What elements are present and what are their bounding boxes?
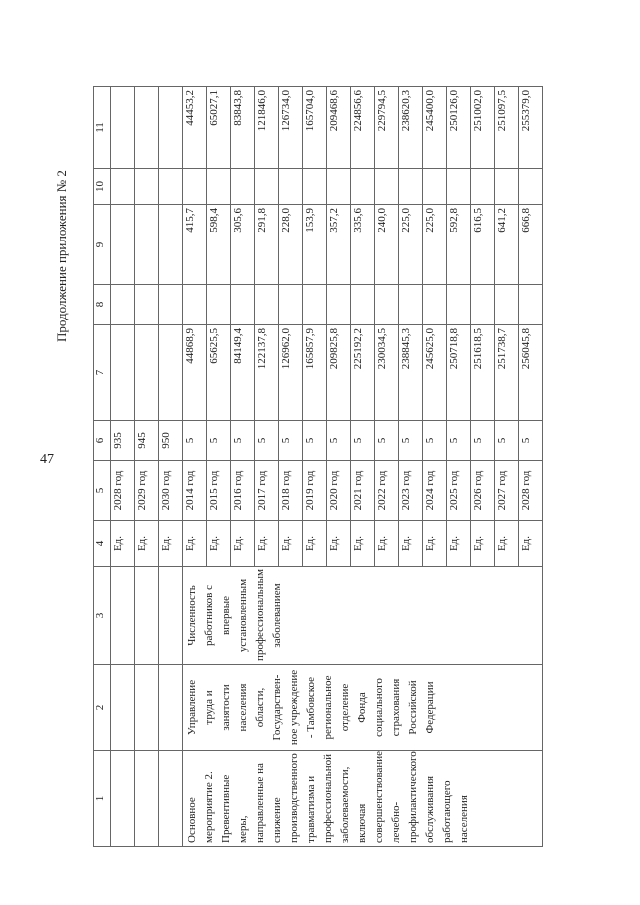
col-3: 3	[94, 567, 111, 665]
empty-cell	[279, 169, 303, 205]
unit-cell: Ед.	[327, 521, 351, 567]
value-cell: 238845,3	[399, 325, 423, 421]
unit-cell: Ед.	[519, 521, 543, 567]
year-cell: 2018 год	[279, 461, 303, 521]
empty-cell	[471, 285, 495, 325]
empty-cell	[399, 169, 423, 205]
value-cell: 5	[447, 421, 471, 461]
value-cell: 250718,8	[447, 325, 471, 421]
value-cell: 229794,5	[375, 87, 399, 169]
col-4: 4	[94, 521, 111, 567]
value-cell: 950	[159, 421, 183, 461]
empty-cell	[111, 665, 135, 751]
empty-cell	[111, 169, 135, 205]
empty-cell	[159, 285, 183, 325]
value-cell: 209825,8	[327, 325, 351, 421]
empty-cell	[111, 87, 135, 169]
value-cell: 225,0	[423, 205, 447, 285]
indicator-cell: Численность работников с впервые установленным профессиональным заболеванием	[183, 567, 543, 665]
value-cell: 5	[207, 421, 231, 461]
value-cell: 238620,3	[399, 87, 423, 169]
page-number: 47	[40, 452, 54, 467]
value-cell: 251738,7	[495, 325, 519, 421]
empty-cell	[447, 169, 471, 205]
empty-cell	[303, 285, 327, 325]
value-cell: 5	[423, 421, 447, 461]
value-cell: 666,8	[519, 205, 543, 285]
year-cell: 2026 год	[471, 461, 495, 521]
col-8: 8	[94, 285, 111, 325]
year-cell: 2022 год	[375, 461, 399, 521]
empty-cell	[399, 285, 423, 325]
activity-cell: Основное мероприятие 2. Превентивные меры, направленные на снижение производственного травматизма и профессиональной заболеваемости, включая совершенствование лечебно-профилактического обслуживания работающего населения	[183, 751, 543, 847]
col-9: 9	[94, 205, 111, 285]
empty-cell	[351, 169, 375, 205]
empty-cell	[327, 285, 351, 325]
unit-cell: Ед.	[303, 521, 327, 567]
value-cell: 5	[399, 421, 423, 461]
value-cell: 5	[495, 421, 519, 461]
year-cell: 2024 год	[423, 461, 447, 521]
empty-cell	[135, 205, 159, 285]
annex-note: Продолжение приложения № 2	[54, 170, 69, 342]
unit-cell: Ед.	[207, 521, 231, 567]
value-cell: 357,2	[327, 205, 351, 285]
empty-cell	[135, 169, 159, 205]
value-cell: 641,2	[495, 205, 519, 285]
value-cell: 5	[303, 421, 327, 461]
empty-cell	[159, 205, 183, 285]
unit-cell: Ед.	[231, 521, 255, 567]
year-cell: 2030 год	[159, 461, 183, 521]
value-cell: 240,0	[375, 205, 399, 285]
value-cell: 126734,0	[279, 87, 303, 169]
year-cell: 2021 год	[351, 461, 375, 521]
value-cell: 592,8	[447, 205, 471, 285]
value-cell: 230034,5	[375, 325, 399, 421]
col-10: 10	[94, 169, 111, 205]
empty-cell	[111, 205, 135, 285]
table-row	[183, 87, 207, 847]
value-cell: 255379,0	[519, 87, 543, 169]
unit-cell: Ед.	[423, 521, 447, 567]
table-row	[159, 87, 183, 847]
year-cell: 2029 год	[135, 461, 159, 521]
empty-cell	[135, 285, 159, 325]
value-cell: 209468,6	[327, 87, 351, 169]
empty-cell	[207, 169, 231, 205]
value-cell: 5	[327, 421, 351, 461]
empty-cell	[159, 169, 183, 205]
value-cell: 83843,8	[231, 87, 255, 169]
empty-cell	[111, 325, 135, 421]
table-row	[135, 87, 159, 847]
value-cell: 256045,8	[519, 325, 543, 421]
empty-cell	[159, 325, 183, 421]
program-table	[93, 86, 543, 847]
value-cell: 65625,5	[207, 325, 231, 421]
value-cell: 44453,2	[183, 87, 207, 169]
value-cell: 228,0	[279, 205, 303, 285]
value-cell: 251097,5	[495, 87, 519, 169]
value-cell: 121846,0	[255, 87, 279, 169]
value-cell: 153,9	[303, 205, 327, 285]
unit-cell: Ед.	[447, 521, 471, 567]
unit-cell: Ед.	[351, 521, 375, 567]
value-cell: 65027,1	[207, 87, 231, 169]
empty-cell	[447, 285, 471, 325]
year-cell: 2025 год	[447, 461, 471, 521]
unit-cell: Ед.	[279, 521, 303, 567]
col-2: 2	[94, 665, 111, 751]
value-cell: 616,5	[471, 205, 495, 285]
value-cell: 245400,0	[423, 87, 447, 169]
empty-cell	[279, 285, 303, 325]
unit-cell: Ед.	[471, 521, 495, 567]
empty-cell	[207, 285, 231, 325]
unit-cell: Ед.	[183, 521, 207, 567]
value-cell: 245625,0	[423, 325, 447, 421]
empty-cell	[111, 567, 135, 665]
year-cell: 2028 год	[111, 461, 135, 521]
empty-cell	[255, 169, 279, 205]
empty-cell	[375, 169, 399, 205]
empty-cell	[303, 169, 327, 205]
empty-cell	[111, 285, 135, 325]
empty-cell	[327, 169, 351, 205]
col-7: 7	[94, 325, 111, 421]
value-cell: 225192,2	[351, 325, 375, 421]
empty-cell	[183, 169, 207, 205]
empty-cell	[351, 285, 375, 325]
col-5: 5	[94, 461, 111, 521]
year-cell: 2023 год	[399, 461, 423, 521]
table-row	[111, 87, 135, 847]
empty-cell	[111, 751, 135, 847]
header-row	[94, 87, 111, 847]
year-cell: 2020 год	[327, 461, 351, 521]
year-cell: 2019 год	[303, 461, 327, 521]
value-cell: 335,6	[351, 205, 375, 285]
value-cell: 122137,8	[255, 325, 279, 421]
value-cell: 251618,5	[471, 325, 495, 421]
empty-cell	[159, 567, 183, 665]
empty-cell	[183, 285, 207, 325]
value-cell: 5	[519, 421, 543, 461]
col-6: 6	[94, 421, 111, 461]
value-cell: 5	[183, 421, 207, 461]
value-cell: 5	[255, 421, 279, 461]
year-cell: 2015 год	[207, 461, 231, 521]
year-cell: 2017 год	[255, 461, 279, 521]
value-cell: 224856,6	[351, 87, 375, 169]
empty-cell	[135, 751, 159, 847]
empty-cell	[231, 169, 255, 205]
empty-cell	[519, 169, 543, 205]
unit-cell: Ед.	[255, 521, 279, 567]
empty-cell	[495, 169, 519, 205]
empty-cell	[159, 87, 183, 169]
year-cell: 2027 год	[495, 461, 519, 521]
value-cell: 5	[375, 421, 399, 461]
value-cell: 291,8	[255, 205, 279, 285]
value-cell: 945	[135, 421, 159, 461]
empty-cell	[135, 325, 159, 421]
value-cell: 44868,9	[183, 325, 207, 421]
empty-cell	[159, 751, 183, 847]
empty-cell	[495, 285, 519, 325]
value-cell: 5	[231, 421, 255, 461]
value-cell: 5	[351, 421, 375, 461]
table-body	[111, 87, 543, 847]
year-cell: 2016 год	[231, 461, 255, 521]
value-cell: 165704,0	[303, 87, 327, 169]
empty-cell	[135, 665, 159, 751]
executor-cell: Управление труда и занятости населения области, Государствен-ное учреждение - Тамбовское региональное отделение Фонда социального страхования Российской Федерации	[183, 665, 543, 751]
empty-cell	[255, 285, 279, 325]
unit-cell: Ед.	[111, 521, 135, 567]
rotated-table-sheet	[93, 87, 583, 847]
value-cell: 935	[111, 421, 135, 461]
value-cell: 165857,9	[303, 325, 327, 421]
empty-cell	[471, 169, 495, 205]
unit-cell: Ед.	[495, 521, 519, 567]
empty-cell	[135, 87, 159, 169]
year-cell: 2028 год	[519, 461, 543, 521]
value-cell: 415,7	[183, 205, 207, 285]
col-11: 11	[94, 87, 111, 169]
empty-cell	[375, 285, 399, 325]
value-cell: 305,6	[231, 205, 255, 285]
value-cell: 598,4	[207, 205, 231, 285]
value-cell: 5	[279, 421, 303, 461]
value-cell: 126962,0	[279, 325, 303, 421]
value-cell: 251002,0	[471, 87, 495, 169]
value-cell: 250126,0	[447, 87, 471, 169]
empty-cell	[135, 567, 159, 665]
unit-cell: Ед.	[159, 521, 183, 567]
col-1: 1	[94, 751, 111, 847]
empty-cell	[519, 285, 543, 325]
empty-cell	[231, 285, 255, 325]
value-cell: 5	[471, 421, 495, 461]
unit-cell: Ед.	[375, 521, 399, 567]
value-cell: 84149,4	[231, 325, 255, 421]
empty-cell	[423, 285, 447, 325]
unit-cell: Ед.	[399, 521, 423, 567]
year-cell: 2014 год	[183, 461, 207, 521]
empty-cell	[159, 665, 183, 751]
unit-cell: Ед.	[135, 521, 159, 567]
empty-cell	[423, 169, 447, 205]
value-cell: 225,0	[399, 205, 423, 285]
